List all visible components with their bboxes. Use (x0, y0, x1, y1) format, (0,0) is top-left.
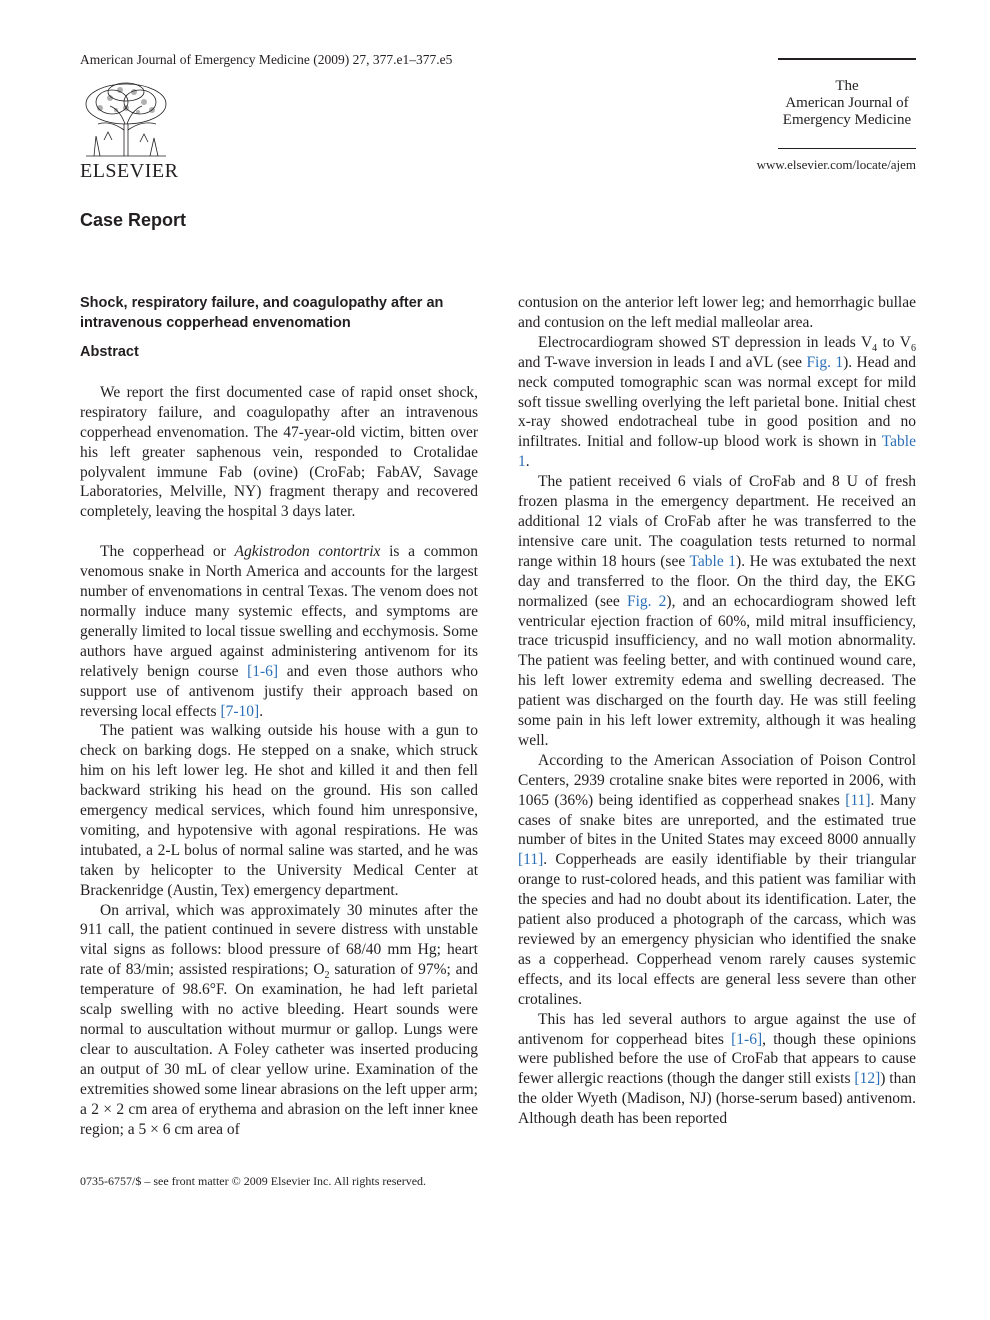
body-paragraph-5: The patient received 6 vials of CroFab and 8 U of fresh frozen plasma in the emergency department. He received an additional 12 vials of CroFab after he was transferred to the intensive care unit. The coagulation tests returned to normal range within 18 hours (see Table 1). He was extubated the next day and transferred to the floor. On the third day, the EKG normalized (see Fig. 2), and an echocardiogram showed left ventricular ejection fraction of 60%, mild mitral insufficiency, trace tricuspid insufficiency, and no wall motion abnormality. The patient was feeling better, and with continued wound care, his left lower extremity edema and swelling decreased. The patient was discharged on the fourth day. He was still feeling some pain in his left lower extremity, although it was healing well. (518, 473, 916, 749)
reference-link[interactable]: [12] (854, 1070, 881, 1088)
body-paragraph-4: Electrocardiogram showed ST depression in leads $V_4$ to $V_6$ and T-wave inversion in leads I and aVL (see Fig. 1). Head and neck computed tomographic scan was normal except for mild soft tissue swelling overlying the left parietal bone. Initial chest x-ray showed endotracheal tube in good position and no infiltrates. Initial and follow-up blood work is shown in Table 1. (518, 333, 916, 471)
body-paragraph-3-continued: contusion on the anterior left lower leg; and hemorrhagic bullae and contusion on the left medial malleolar area. (518, 294, 916, 331)
journal-bottom-rule (778, 148, 916, 149)
copyright-footer: 0735-6757/$ – see front matter © 2009 Elsevier Inc. All rights reserved. (80, 1174, 427, 1188)
reference-link[interactable]: [1-6] (731, 1030, 763, 1048)
table-link[interactable]: Table 1 (518, 433, 916, 471)
journal-title-line: Emergency Medicine (782, 112, 912, 128)
body-paragraph-7: This has led several authors to argue against the use of antivenom for copperhead bites [1-6], though these opinions were published before the use of CroFab that appears to cause fewer allergic reactions (though the danger still exists [12]) than the older Wyeth (Madison, NJ) (horse-serum based) antivenom. Although death has been reported (518, 1010, 916, 1128)
body-paragraph-3: On arrival, which was approximately 30 minutes after the 911 call, the patient continued in severe distress with unstable vital signs as follows: blood pressure of 68/40 mm Hg; heart rate of 83/min; assisted respirations; $O_2$ saturation of 97%; and temperature of 98.6°F. On examination, he had left parietal scalp swelling with no active bleeding. Heart sounds were normal to auscultation without murmur or gallop. Lungs were clear to auscultation. A Foley catheter was inserted producing an output of 30 mL of clear yellow urine. Examination of the extremities showed some linear abrasions on the left upper arm; a 2 × 2 cm area of erythema and abrasion on the left inner knee region; a 5 × 6 cm area of (80, 901, 478, 1138)
article-title: Shock, respiratory failure, and coagulopathy after an intravenous copperhead envenomation (80, 295, 444, 331)
journal-citation: American Journal of Emergency Medicine (2009) 27, 377.e1–377.e5 (80, 52, 453, 67)
table-link[interactable]: Table 1 (689, 552, 737, 570)
figure-link[interactable]: Fig. 2 (626, 592, 667, 610)
body-paragraph-6: According to the American Association of Poison Control Centers, 2939 crotaline snake bites were reported in 2006, with 1065 (36%) being identified as copperhead snakes [11]. Many cases of snake bites are unreported, and the estimated true number of bites in the United States may exceed 8000 annually [11]. Copperheads are easily identifiable by their triangular orange to rust-colored heads, and this patient was familiar with the species and had no doubt about its identification. Later, the patient also produced a photograph of the carcass, which was reviewed by an emergency physician who identified the snake as a copperhead. Copperhead venom rarely causes systemic effects, and its local effects are general less severe than other crotalines. (518, 751, 917, 1008)
figure-link[interactable]: Fig. 1 (806, 353, 844, 371)
journal-top-rule (778, 58, 916, 60)
section-label: Case Report (80, 210, 187, 230)
journal-title (778, 78, 916, 129)
species-name: Agkistrodon contortrix (234, 543, 381, 561)
elsevier-tree-logo (80, 80, 172, 158)
reference-link[interactable]: [7-10] (220, 702, 260, 720)
reference-link[interactable]: [11] (845, 791, 871, 809)
body-paragraph-2: The patient was walking outside his house with a gun to check on barking dogs. He stepped on a snake, which struck him on his left lower leg. He shot and killed it and then fell backward striking his head on the ground. His son called emergency medical services, which found him unresponsive, vomiting, and hypotensive with agonal respirations. He was intubated, a 2-L bolus of normal saline was started, and he was taken by helicopter to the University Medical Center at Brackenridge (Austin, Tex) emergency department. (80, 722, 478, 899)
body-paragraph-1: The copperhead or Agkistrodon contortrix is a common venomous snake in North America and accounts for the largest number of envenomations in central Texas. The venom does not normally induce many systemic effects, and symptoms are generally limited to local tissue swelling and ecchymosis. Some authors have argued against administering antivenom for its relatively benign course [1-6] and even those authors who support use of antivenom justify their approach based on reversing local effects [7-10]. (80, 543, 478, 720)
journal-title-line: American Journal of (785, 95, 909, 111)
abstract-paragraph: We report the first documented case of rapid onset shock, respiratory failure, and coagulopathy after an intravenous copperhead envenomation. The 47-year-old victim, bitten over his left greater saphenous vein, responded to Crotalidae polyvalent immune Fab (ovine) (CroFab; FabAV, Savage Laboratories, Melville, NY) fragment therapy and recovered completely, leaving the hospital 3 days later. (80, 383, 478, 521)
publisher-name: ELSEVIER (80, 160, 179, 182)
abstract-heading: Abstract (80, 344, 139, 360)
reference-link[interactable]: [11] (518, 851, 544, 869)
left-column (80, 293, 478, 1139)
right-column (518, 293, 916, 1129)
journal-url[interactable]: www.elsevier.com/locate/ajem (756, 157, 916, 172)
journal-title-line: The (835, 78, 859, 94)
reference-link[interactable]: [1-6] (247, 662, 279, 680)
